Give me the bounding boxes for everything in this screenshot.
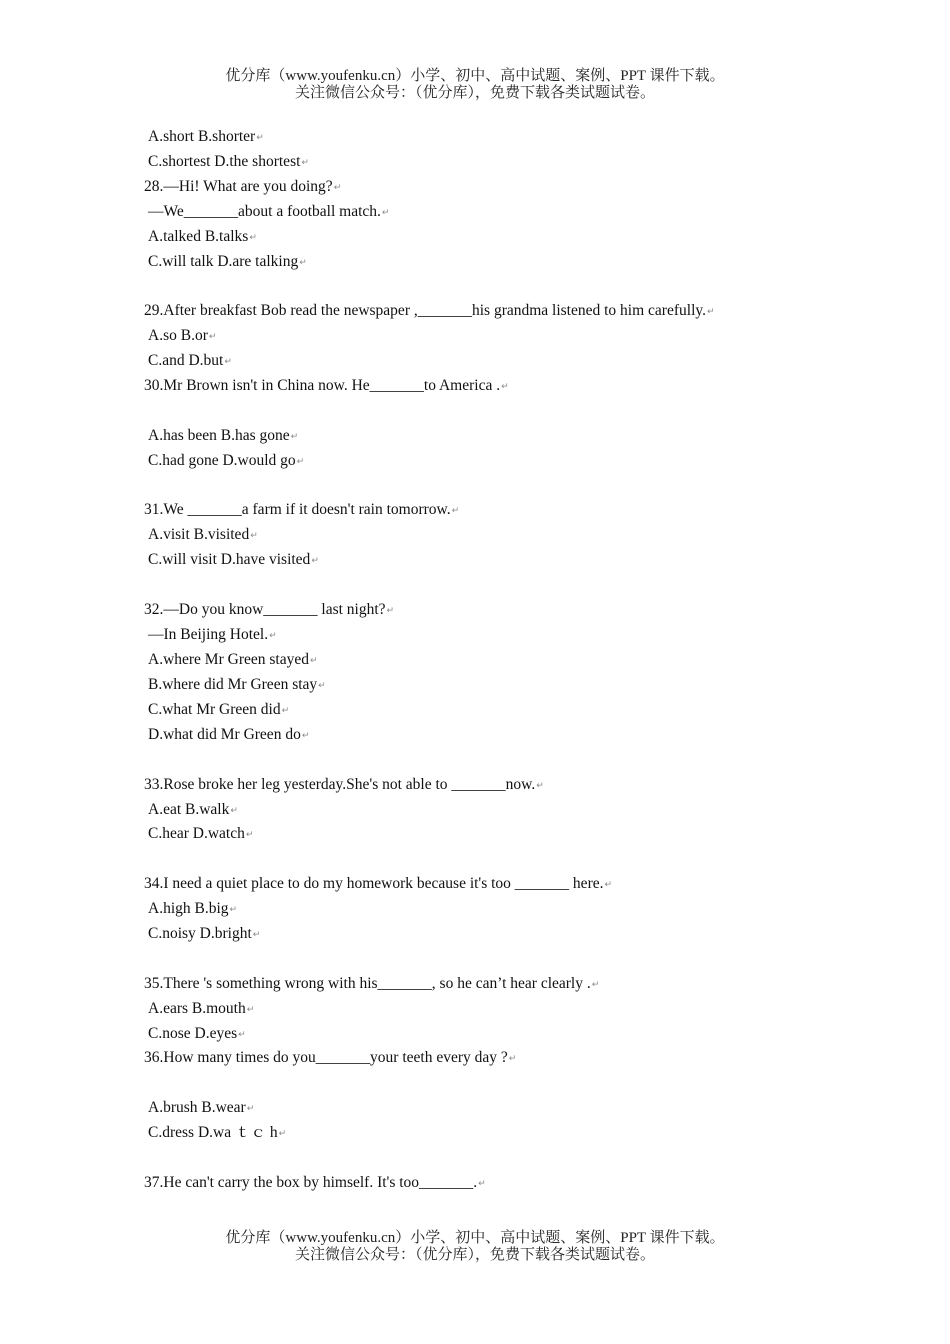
answer-options: A.talked B.talks↵ <box>148 228 257 245</box>
dialogue-line: —We_______about a football match.↵ <box>148 203 390 220</box>
paragraph-mark-icon: ↵ <box>224 357 232 367</box>
paragraph-mark-icon: ↵ <box>299 258 307 268</box>
paragraph-mark-icon: ↵ <box>208 332 217 342</box>
paragraph-mark-icon: ↵ <box>269 631 277 641</box>
paragraph-mark-icon: ↵ <box>252 930 261 940</box>
paragraph-mark-icon: ↵ <box>278 1129 287 1139</box>
paragraph-mark-icon: ↵ <box>508 1054 517 1064</box>
paragraph-mark-icon: ↵ <box>311 556 319 566</box>
paragraph-mark-icon: ↵ <box>707 307 715 317</box>
answer-options: A.eat B.walk↵ <box>148 801 238 818</box>
paragraph-mark-icon: ↵ <box>229 905 238 915</box>
answer-options: C.shortest D.the shortest↵ <box>148 153 309 170</box>
answer-options: A.visit B.visited↵ <box>148 526 258 543</box>
question-29: 29.After breakfast Bob read the newspaper ,_______his grandma listened to him carefully.↵ <box>144 302 715 319</box>
answer-options: A.ears B.mouth↵ <box>148 1000 255 1017</box>
answer-option: A.where Mr Green stayed↵ <box>148 651 318 668</box>
paragraph-mark-icon: ↵ <box>386 606 395 616</box>
paragraph-mark-icon: ↵ <box>250 531 258 541</box>
paragraph-mark-icon: ↵ <box>238 1030 246 1040</box>
answer-options: A.short B.shorter↵ <box>148 128 264 145</box>
answer-options: C.and D.but↵ <box>148 352 232 369</box>
question-37: 37.He can't carry the box by himself. It's too_______.↵ <box>144 1174 486 1191</box>
question-28: 28.—Hi! What are you doing?↵ <box>144 178 342 195</box>
paragraph-mark-icon: ↵ <box>451 506 460 516</box>
paragraph-mark-icon: ↵ <box>245 830 254 840</box>
question-32: 32.—Do you know_______ last night?↵ <box>144 601 395 618</box>
paragraph-mark-icon: ↵ <box>591 980 600 990</box>
question-30: 30.Mr Brown isn't in China now. He_______to America .↵ <box>144 377 509 394</box>
paragraph-mark-icon: ↵ <box>381 208 390 218</box>
answer-options: C.dress D.wa ｔｃ h↵ <box>148 1124 287 1141</box>
paragraph-mark-icon: ↵ <box>333 183 342 193</box>
answer-options: C.will talk D.are talking↵ <box>148 253 307 270</box>
header-line-2: 关注微信公众号：（优分库），免费下载各类试题试卷。 <box>294 85 655 101</box>
answer-options: C.had gone D.would go↵ <box>148 452 305 469</box>
paragraph-mark-icon: ↵ <box>478 1179 486 1189</box>
question-33: 33.Rose broke her leg yesterday.She's not able to _______now.↵ <box>144 776 544 793</box>
paragraph-mark-icon: ↵ <box>301 158 309 168</box>
paragraph-mark-icon: ↵ <box>290 432 299 442</box>
answer-options: A.brush B.wear↵ <box>148 1099 255 1116</box>
answer-options: C.hear D.watch↵ <box>148 825 254 842</box>
answer-options: C.will visit D.have visited↵ <box>148 551 319 568</box>
answer-options: C.nose D.eyes↵ <box>148 1025 246 1042</box>
paragraph-mark-icon: ↵ <box>536 781 544 791</box>
paragraph-mark-icon: ↵ <box>249 233 257 243</box>
paragraph-mark-icon: ↵ <box>256 133 264 143</box>
dialogue-line: —In Beijing Hotel.↵ <box>148 626 277 643</box>
paragraph-mark-icon: ↵ <box>281 706 290 716</box>
header-line-1: 优分库（www.youfenku.cn）小学、初中、高中试题、案例、PPT 课件下载。 <box>225 68 725 84</box>
paragraph-mark-icon: ↵ <box>301 731 310 741</box>
paragraph-mark-icon: ↵ <box>318 681 326 691</box>
page-footer <box>0 1230 950 1264</box>
paragraph-mark-icon: ↵ <box>604 880 613 890</box>
answer-options: C.noisy D.bright↵ <box>148 925 261 942</box>
paragraph-mark-icon: ↵ <box>296 457 305 467</box>
paragraph-mark-icon: ↵ <box>246 1104 255 1114</box>
answer-options: A.has been B.has gone↵ <box>148 427 299 444</box>
question-36: 36.How many times do you_______your teeth every day ?↵ <box>144 1049 517 1066</box>
answer-option: D.what did Mr Green do↵ <box>148 726 310 743</box>
footer-line-1: 优分库（www.youfenku.cn）小学、初中、高中试题、案例、PPT 课件下载。 <box>225 1230 725 1246</box>
question-31: 31.We _______a farm if it doesn't rain tomorrow.↵ <box>144 501 460 518</box>
question-34: 34.I need a quiet place to do my homework because it's too _______ here.↵ <box>144 875 613 892</box>
page-header <box>0 68 950 102</box>
answer-option: C.what Mr Green did↵ <box>148 701 290 718</box>
paragraph-mark-icon: ↵ <box>230 806 238 816</box>
answer-options: A.high B.big↵ <box>148 900 238 917</box>
answer-options: A.so B.or↵ <box>148 327 217 344</box>
question-35: 35.There 's something wrong with his_______, so he can’t hear clearly .↵ <box>144 975 600 992</box>
paragraph-mark-icon: ↵ <box>246 1005 255 1015</box>
paragraph-mark-icon: ↵ <box>309 656 318 666</box>
answer-option: B.where did Mr Green stay↵ <box>148 676 326 693</box>
paragraph-mark-icon: ↵ <box>501 382 509 392</box>
footer-line-2: 关注微信公众号：（优分库），免费下载各类试题试卷。 <box>294 1247 655 1263</box>
